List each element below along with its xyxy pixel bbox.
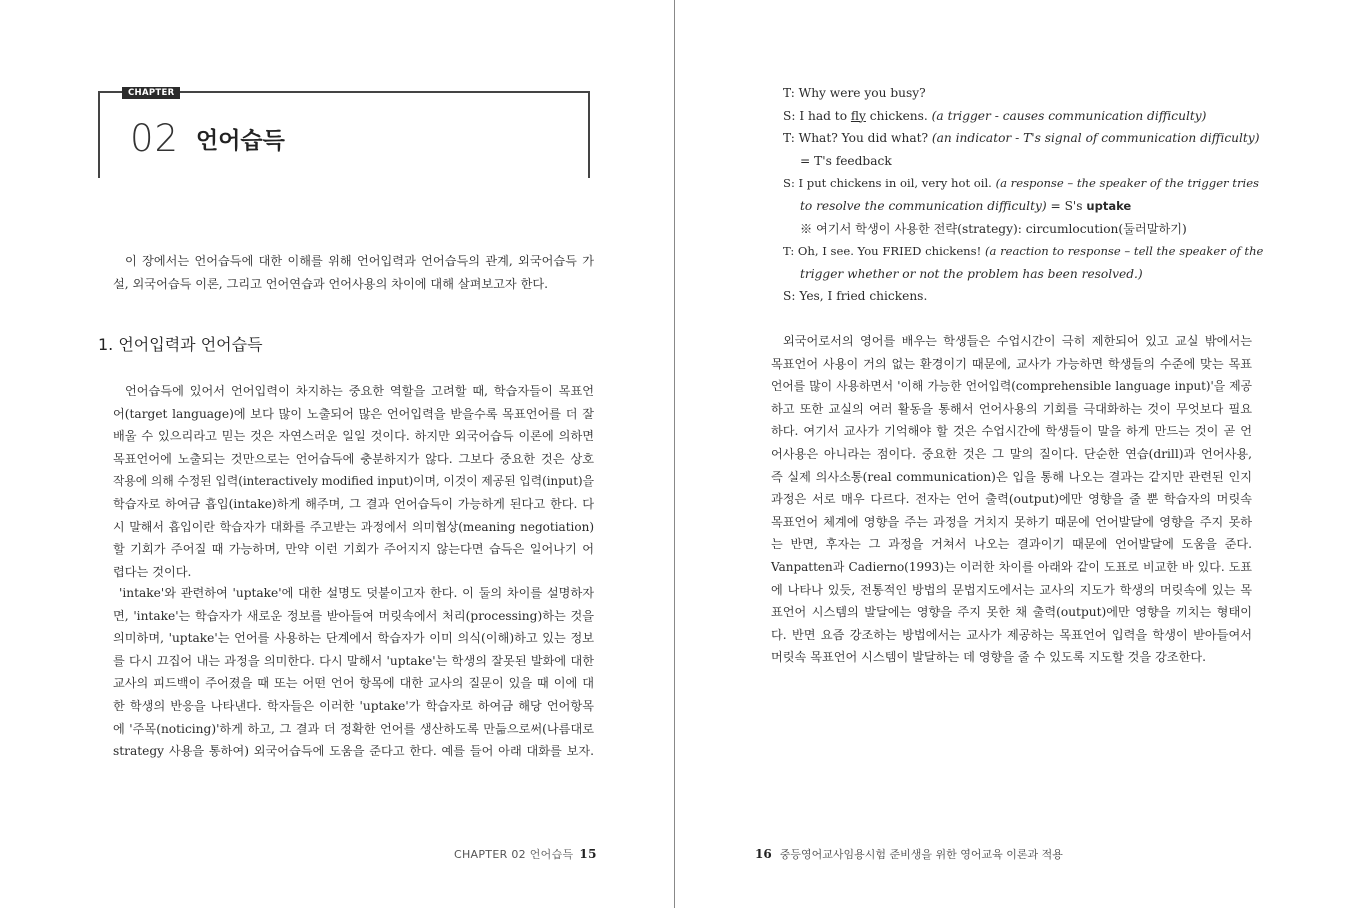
text-line: 설, 외국어습득 이론, 그리고 언어연습과 언어사용의 차이에 대해 살펴보고자 한다.: [113, 276, 549, 291]
chapter-header-box: [98, 88, 590, 178]
text-line: 'intake'와 관련하여 'uptake'에 대한 설명도 덧붙이고자 한다. 이 둘의 차이를 설명하자: [119, 586, 594, 600]
text-line: 다. 반면 요즘 강조하는 방법에서는 교사가 제공하는 목표언어 입력을 학생이 받아들여서: [771, 627, 1252, 642]
text-line: 외국어로서의 영어를 배우는 학생들은 수업시간이 극히 제한되어 있고 교실 밖에서는: [783, 334, 1252, 348]
text-line: 즉 실제 의사소통(real communication)은 입을 통해 나오는 결과는 같지만 관련된 인지: [771, 469, 1252, 484]
footer-chapter-label: CHAPTER 02 언어습득: [454, 848, 574, 861]
dialogue-line: S: Yes, I fried chickens.: [783, 289, 928, 304]
text-line: 할 기회가 주어질 때 가능하며, 만약 이런 기회가 주어지지 않는다면 습득은 일어나기 어: [113, 542, 594, 557]
text-line: strategy 사용을 통하여) 외국어습득에 도움을 준다고 한다. 예를 들어 아래 대화를 보자.: [113, 744, 594, 759]
intro-paragraph: [113, 250, 594, 295]
text-line: 하고 또한 교실의 여러 활동을 통해서 언어사용의 기회를 극대화하는 것이 무엇보다 필요: [771, 401, 1252, 416]
text-line: 목표언어 사용이 거의 없는 환경이기 때문에, 교사가 가능하면 학생들의 수준에 맞는 목표: [771, 356, 1252, 371]
text-line: 하다. 여기서 교사가 기억해야 할 것은 수업시간에 학생들이 말을 하게 만드는 것이 곧 언: [771, 424, 1252, 439]
text-line: 목표언어 체계에 영향을 주는 과정을 거치지 못하기 때문에 언어발달에 영향을 주지 못하: [771, 514, 1252, 529]
text-line: 어사용은 아니라는 점이다. 중요한 것은 그 말의 질이다. 단순한 연습(drill)과 언어사용,: [771, 446, 1252, 461]
text-line: 학습자로 하여금 흡입(intake)하게 해주며, 그 결과 언어습득이 가능하게 된다고 한다. 다: [113, 496, 594, 511]
page-number: 16: [755, 847, 772, 861]
text-line: 는 반면, 후자는 그 과정을 거쳐서 나오는 결과이기 때문에 언어발달에 도움을 준다.: [771, 537, 1252, 552]
page-footer: [755, 846, 1063, 862]
text-line: 머릿속 목표언어 시스템이 발달하는 데 영향을 줄 수 있도록 지도할 것을 강조한다.: [771, 650, 1207, 665]
dialogue-line: S: I had to fly chickens. (a trigger - causes communication difficulty): [783, 108, 1207, 123]
dialogue-line: trigger whether or not the problem has been resolved.): [800, 266, 1143, 281]
text-line: 언어습득에 있어서 언어입력이 차지하는 중요한 역할을 고려할 때, 학습자들이 목표언: [125, 384, 594, 398]
dialogue-line: T: What? You did what? (an indicator - T's signal of communication difficulty): [783, 131, 1260, 146]
section-heading: 1. 언어입력과 언어습득: [98, 335, 263, 354]
text-line: 면, 'intake'는 학습자가 새로운 정보를 받아들여 머릿속에서 처리(processing)하는 것을: [113, 608, 594, 623]
body-paragraph: [113, 380, 594, 583]
body-paragraph: [113, 582, 594, 763]
chapter-number: 02: [130, 117, 180, 160]
text-line: 에 나타나 있듯, 전통적인 방법의 문법지도에서는 교사의 지도가 학생의 머릿속에 있는 목: [771, 582, 1252, 597]
dialogue-line: T: Why were you busy?: [783, 86, 926, 100]
text-line: 언어를 많이 사용하면서 '이해 가능한 언어입력(comprehensible language input)'을 제공: [771, 379, 1252, 394]
text-line: Vanpatten과 Cadierno(1993)는 이러한 차이를 아래와 같이 도표로 비교한 바 있다. 도표: [771, 559, 1252, 574]
text-line: 에 '주목(noticing)'하게 하고, 그 결과 더 정확한 언어를 생산하도록 만듦으로써(나름대로: [113, 721, 594, 736]
text-line: 이 장에서는 언어습득에 대한 이해를 위해 언어입력과 언어습득의 관계, 외국어습득 가: [125, 254, 594, 268]
text-line: 교사의 피드백이 주어졌을 때 또는 어떤 언어 항목에 대한 교사의 질문이 있을 때 이에 대: [113, 676, 594, 691]
text-line: 시 말해서 흡입이란 학습자가 대화를 주고받는 과정에서 의미협상(meaning negotiation): [113, 519, 594, 534]
footer-book-title: 중등영어교사임용시험 준비생을 위한 영어교육 이론과 적용: [779, 848, 1063, 861]
text-line: 표언어 시스템의 발달에는 영향을 주지 못한 채 출력(output)에만 영향을 끼치는 형태이: [771, 605, 1252, 620]
page-footer: [454, 846, 597, 862]
text-line: 어(target language)에 보다 많이 노출되어 많은 언어입력을 받을수록 목표언어를 더 잘: [113, 406, 594, 421]
underlined-word: fly: [850, 108, 866, 123]
text-line: 한 학생의 반응을 나타낸다. 학자들은 이러한 'uptake'가 학습자로 하여금 해당 언어항목: [113, 698, 594, 713]
text-line: 목표언어에 노출되는 것만으로는 언어습득에 충분하지가 않다. 그보다 중요한 것은 상호: [113, 451, 594, 466]
text-line: 배울 수 있으리라고 믿는 것은 자연스러운 일일 것이다. 하지만 외국어습득 이론에 의하면: [113, 429, 594, 444]
chapter-tag: CHAPTER: [122, 87, 180, 99]
dialogue-line: = T's feedback: [800, 153, 892, 168]
text-line: 렵다는 것이다.: [113, 564, 192, 579]
text-line: 과정은 서로 매우 다르다. 전자는 언어 출력(output)에만 영향을 줄 뿐 학습자의 머릿속: [771, 492, 1252, 507]
dialogue-line: S: I put chickens in oil, very hot oil. (a response – the speaker of the trigger tries: [783, 176, 1260, 191]
dialogue-note: ※ 여기서 학생이 사용한 전략(strategy): circumlocution(둘러말하기): [800, 221, 1187, 236]
text-line: 를 다시 끄집어 내는 과정을 의미한다. 다시 말해서 'uptake'는 학생의 잘못된 발화에 대한: [113, 653, 594, 668]
text-line: 의미하며, 'uptake'는 언어를 사용하는 단계에서 학습자가 이미 의식(이해)하고 있는 정보: [113, 631, 594, 646]
dialogue-line: T: Oh, I see. You FRIED chickens! (a reaction to response – tell the speaker of the: [783, 244, 1264, 259]
chapter-title: 언어습득: [196, 128, 285, 154]
body-paragraph: [771, 330, 1252, 669]
page-number: 15: [579, 847, 597, 861]
text-line: 작용에 의해 수정된 입력(interactively modified input)이며, 이것이 제공된 입력(input)을: [113, 474, 594, 489]
dialogue-line: to resolve the communication difficulty) = S's uptake: [800, 198, 1132, 213]
dialogue-example: [783, 82, 1264, 308]
